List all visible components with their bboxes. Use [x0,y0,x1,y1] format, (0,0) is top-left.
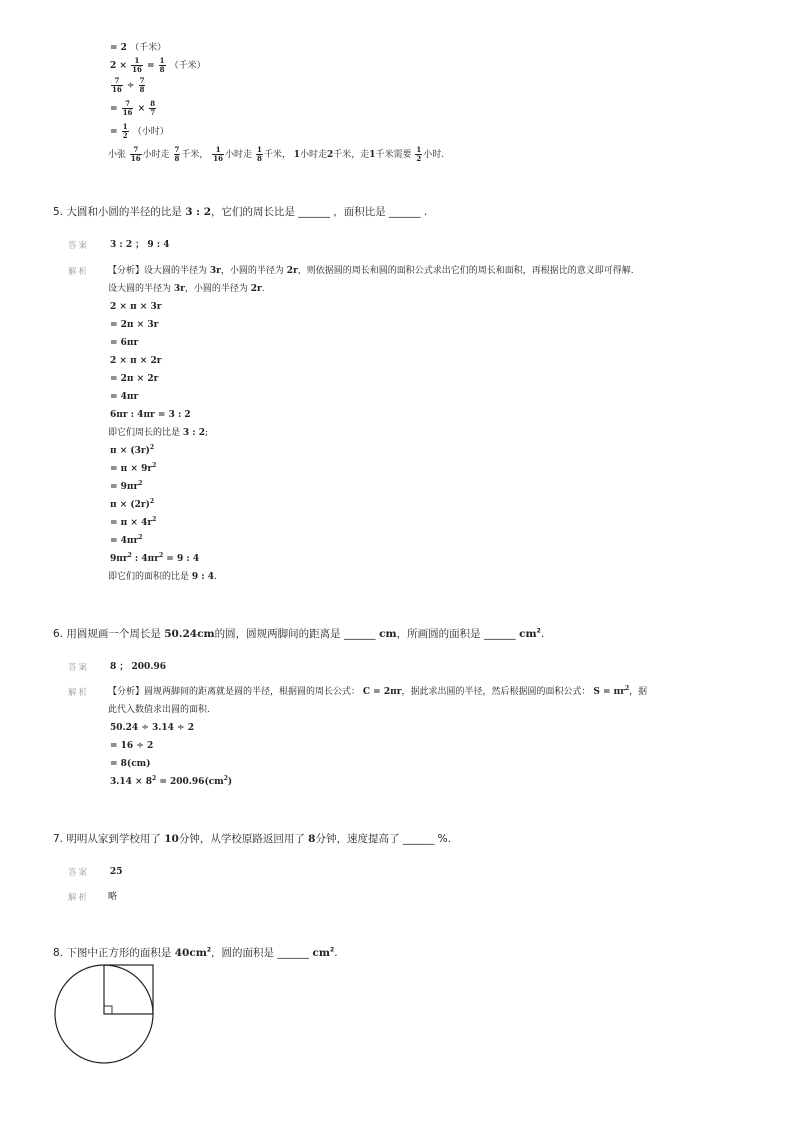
answer-label: 答案 [68,241,90,251]
question-text: ，圆的面积是 [211,947,275,959]
expr: 9πr [110,554,128,564]
right-angle-mark [104,1006,112,1014]
calc-step [110,776,232,788]
calc-step [110,517,156,529]
calc-step: = 2π × 3r [110,320,159,330]
expr: π × (3r) [110,446,150,456]
question-text: . [334,947,338,959]
formula: C = 2πr [362,687,402,697]
answer-blank: ______ [277,947,309,959]
fraction-denominator: 2 [416,154,422,163]
calc-step: 2 × π × 3r [110,302,162,312]
exponent: 2 [138,534,143,541]
expr: = 200.96(cm [156,777,224,787]
math: 2r [250,284,262,294]
exponent: 2 [149,444,155,451]
answer-blank: ______ [389,206,421,218]
calc-step [110,553,199,565]
calc-step: = 16 ÷ 2 [110,741,154,751]
calc-line [110,100,157,117]
expr: = 9 : 4 [163,554,200,564]
number: 8 [308,833,316,845]
calc-step [110,499,154,511]
analysis-label: 解析 [68,893,90,903]
circle-square-figure [50,960,162,1068]
calc-step [110,481,142,493]
question-text: 的圆，圆规两脚间的距离是 [214,628,341,640]
fraction-numerator: 7 [130,146,142,155]
math: 9 : 4 [191,572,214,582]
answer-value: 3 : 2 ； 9 : 4 [110,240,170,250]
text: 小时走 [142,150,170,160]
fraction [122,123,129,140]
exponent: 2 [149,498,155,505]
text: 小时. [423,150,445,160]
fraction-numerator: 1 [131,57,143,66]
analysis-label: 解析 [68,267,90,277]
text: 小时走 [299,150,327,160]
math: 3r [209,266,221,276]
question-8 [53,945,338,960]
number: 2 [326,150,334,160]
fraction [415,146,422,163]
calc-line [110,42,166,54]
expr: = [146,61,155,71]
text: 小时走 [225,150,253,160]
exponent: 2 [223,775,228,782]
calc-step: = 6πr [110,338,139,348]
text: ; [205,428,209,438]
fraction-denominator: 8 [159,65,165,74]
question-text: 5. 大圆和小圆的半径的比是 [53,206,186,218]
exponent: 2 [152,462,157,469]
calc-step: 6πr : 4πr = 3 : 2 [110,410,191,420]
math: 50.24cm [164,628,215,640]
question-text: . [540,628,545,640]
answer-label: 答案 [68,868,90,878]
math: 40cm [174,947,207,959]
fraction-numerator: 8 [150,99,156,108]
expr: π × (2r) [110,500,150,510]
square-shape [104,965,153,1014]
answer-value: 8 ； 200.96 [110,662,166,672]
fraction-denominator: 7 [150,108,156,117]
exponent: 2 [536,627,541,635]
expr: 2 × [110,61,127,71]
fraction [159,57,166,74]
text: 小张 [108,150,127,160]
calc-step [110,535,142,547]
math: 2r [286,266,298,276]
unit: cm [515,628,537,640]
text: 千米，走 [333,150,370,160]
expr: = [110,127,118,137]
fraction [130,146,142,163]
conclusion-line [108,146,444,163]
fraction-denominator: 8 [256,154,262,163]
question-7 [53,831,451,846]
expr: = π × 9r [110,464,153,474]
calc-step: = 2π × 2r [110,374,159,384]
fraction-denominator: 8 [139,85,145,94]
expr: ÷ [126,81,135,91]
unit: cm [375,628,397,640]
answer-blank: ______ [343,628,376,640]
question-text: 6. 用圆规画一个周长是 [53,628,165,640]
text: ，据 [629,687,648,697]
math: 3r [173,284,185,294]
fraction-numerator: 7 [122,100,134,109]
number: 10 [164,833,179,845]
fraction-numerator: 7 [174,145,180,154]
calc-step: = 8(cm) [110,759,151,769]
fraction-numerator: 1 [256,145,262,154]
exponent: 2 [138,480,143,487]
text: 【分析】圆规两脚间的距离就是圆的半径，根据圆的周长公式： [108,687,363,697]
fraction-denominator: 16 [130,154,141,163]
text: 千米， [263,150,291,160]
area-conclusion [108,571,217,583]
exponent: 2 [158,552,164,559]
number: 1 [369,150,376,160]
analysis-line [108,283,265,295]
fraction-denominator: 8 [174,154,180,163]
fraction-numerator: 1 [159,56,165,65]
text: 设大圆的半径为 [108,284,174,294]
question-text: ，它们的周长比是 [211,206,296,218]
fraction-denominator: 16 [132,65,142,74]
text: 即它们周长的比是 [108,428,183,438]
calc-step [110,463,156,475]
fraction-numerator: 7 [111,77,123,86]
analysis-label: 解析 [68,688,90,698]
analysis-line [108,686,647,698]
question-text: ，面积比是 [333,206,386,218]
fraction-numerator: 7 [139,76,145,85]
expr: × [137,104,146,114]
unit: cm [308,947,331,959]
fraction [111,77,123,94]
text: 千米， [181,150,209,160]
expr: = π × 4r [110,518,153,528]
text: 【分析】设大圆的半径为 [108,266,210,276]
text: ，据此求出圆的半径，然后根据圆的面积公式： [401,687,594,697]
expr: = 9πr [110,482,139,492]
calc-line [110,123,169,140]
fraction [212,146,224,163]
unit-text: （小时） [132,127,169,137]
fraction [122,100,134,117]
answer-blank: ______ [402,833,435,845]
perimeter-conclusion [108,427,208,439]
number: 1 [293,150,300,160]
fraction-numerator: 1 [212,146,224,155]
fraction [139,77,146,94]
text: ，则依据圆的周长和圆的面积公式求出它们的周长和面积，再根据比的意义即可得解. [297,266,634,276]
exponent: 2 [330,946,335,954]
analysis-line [108,265,634,277]
calc-step: 2 × π × 2r [110,356,162,366]
unit-text: （千米） [130,43,167,53]
answer-value: 25 [110,867,123,877]
text: 即它们的面积的比是 [108,572,192,582]
fraction-numerator: 1 [416,145,422,154]
text: ，小圆的半径为 [184,284,251,294]
question-text: 分钟，速度提高了 [315,833,400,845]
expr: 3.14 × 8 [110,777,152,787]
math: 3 : 2 [182,428,205,438]
fraction [149,100,156,117]
question-text: ，所画圆的面积是 [396,628,481,640]
analysis-text: 略 [108,892,118,902]
exponent: 2 [152,516,157,523]
text: . [214,572,217,582]
exponent: 2 [624,685,630,692]
ratio: 3 : 2 [185,206,212,218]
fraction-denominator: 16 [213,154,224,163]
question-5 [53,204,427,219]
answer-blank: ______ [483,628,516,640]
fraction [256,146,263,163]
expr: = 2 [110,43,127,53]
expr: = 4πr [110,536,139,546]
calc-line [110,57,206,74]
question-text: 分钟，从学校原路返回用了 [178,833,309,845]
expr: = [110,104,118,114]
question-text: . [423,206,428,218]
expr: ) [227,777,233,787]
question-6 [53,626,544,641]
answer-blank: ______ [298,206,330,218]
exponent: 2 [206,946,212,954]
question-text: 8. 下图中正方形的面积是 [53,947,175,959]
calc-step [110,445,154,457]
question-text: %. [434,833,451,845]
fraction-numerator: 1 [122,122,128,131]
fraction [131,57,143,74]
unit-text: （千米） [169,61,206,71]
fraction [174,146,181,163]
fraction-denominator: 16 [112,85,122,94]
calc-line [110,77,146,94]
text: 千米需要 [375,150,412,160]
fraction-denominator: 2 [122,131,128,140]
calc-step: = 4πr [110,392,139,402]
exponent: 2 [127,552,132,559]
question-text: 7. 明明从家到学校用了 [53,833,165,845]
text: ，小圆的半径为 [220,266,287,276]
answer-label: 答案 [68,663,90,673]
formula: S = πr [593,687,625,697]
expr: : 4πr [131,554,159,564]
analysis-line: 此代入数值求出圆的面积. [108,705,210,715]
exponent: 2 [152,775,157,782]
fraction-denominator: 16 [122,108,133,117]
calc-step: 50.24 ÷ 3.14 ÷ 2 [110,723,194,733]
text: . [261,284,265,294]
